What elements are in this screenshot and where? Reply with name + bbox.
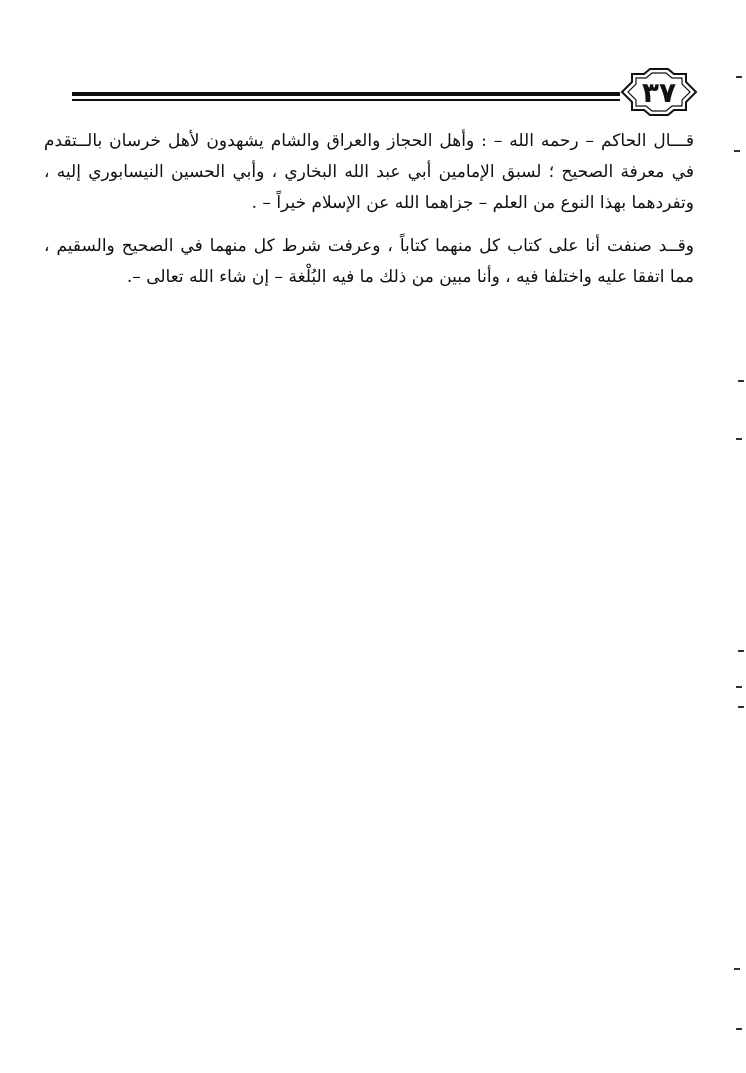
scan-speck [738,380,744,382]
scan-speck [736,1028,742,1030]
paragraph-1: قـــال الحاكم – رحمه الله – : وأهل الحجاز والعراق والشام يشهدون لأهل خرسان بالــتقدم في معرفة الصحيح ؛ لسبق الإمامين أبي عبد الله البخاري ، وأبي الحسين النيسابوري إليه ، وتفردهما بهذا النوع من العلم – جزاهما الله عن الإسلام خيراً – . [44,131,694,213]
body-text [44,126,694,293]
scan-speck [736,686,742,688]
scan-speck [734,150,740,152]
header-rule-thin [72,99,620,101]
scan-speck [734,968,740,970]
scan-speck [736,438,742,440]
paragraph-2: وقــد صنفت أنا على كتاب كل منهما كتاباً ، وعرفت شرط كل منهما في الصحيح والسقيم ، مما اتفقا عليه واختلفا فيه ، وأنا مبين من ذلك ما فيه البُلْغة – إن شاء الله تعالى –. [44,236,694,287]
header-rule-thick [72,92,620,96]
scan-speck [738,706,744,708]
scan-speck [738,650,744,652]
scan-speck [736,76,742,78]
page-number: ٣٧ [641,75,677,109]
